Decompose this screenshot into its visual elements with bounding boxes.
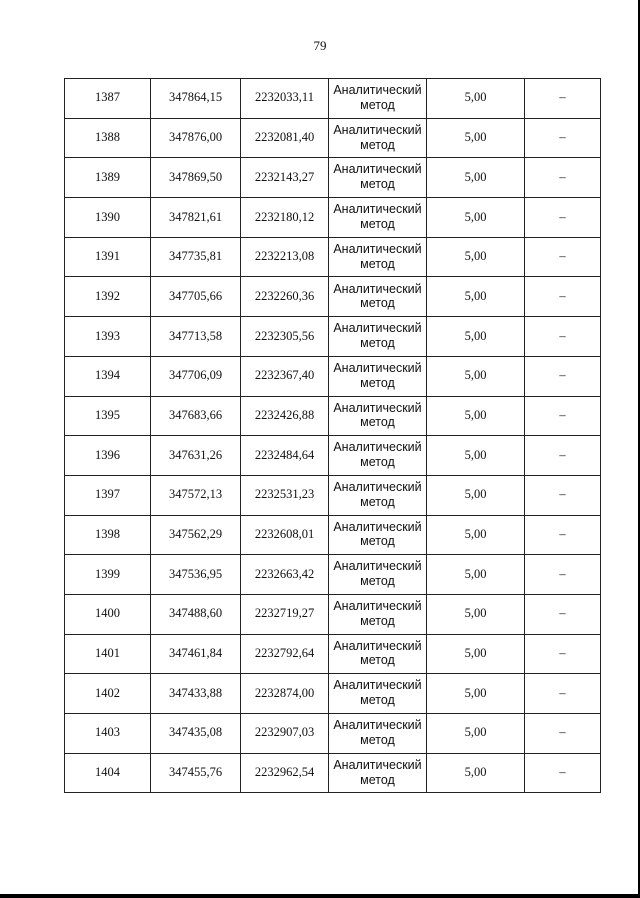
x-coordinate-cell: 347735,81 [151, 237, 241, 277]
method-line-1: Аналитический [333, 440, 422, 455]
note-cell: – [525, 158, 601, 198]
y-coordinate-cell: 2232143,27 [241, 158, 329, 198]
x-coordinate-cell: 347433,88 [151, 674, 241, 714]
table-row [65, 714, 601, 754]
method-line-1: Аналитический [333, 360, 422, 375]
accuracy-cell: 5,00 [427, 237, 525, 277]
note-cell: – [525, 356, 601, 396]
point-number-cell: 1397 [65, 475, 151, 515]
note-cell: – [525, 79, 601, 119]
method-line-1: Аналитический [333, 559, 422, 574]
point-number-cell: 1392 [65, 277, 151, 317]
table-row [65, 515, 601, 555]
method-line-2: метод [360, 256, 395, 271]
accuracy-cell: 5,00 [427, 79, 525, 119]
method-cell [329, 158, 427, 198]
method-cell [329, 555, 427, 595]
x-coordinate-cell: 347713,58 [151, 317, 241, 357]
point-number-cell: 1401 [65, 634, 151, 674]
table-row [65, 158, 601, 198]
method-line-1: Аналитический [333, 281, 422, 296]
y-coordinate-cell: 2232305,56 [241, 317, 329, 357]
method-line-1: Аналитический [333, 757, 422, 772]
scan-edge-bottom [0, 894, 640, 898]
note-cell: – [525, 237, 601, 277]
method-line-1: Аналитический [333, 599, 422, 614]
method-line-2: метод [360, 216, 395, 231]
point-number-cell: 1396 [65, 436, 151, 476]
method-line-2: метод [360, 653, 395, 668]
note-cell: – [525, 198, 601, 238]
point-number-cell: 1400 [65, 594, 151, 634]
y-coordinate-cell: 2232874,00 [241, 674, 329, 714]
method-line-1: Аналитический [333, 718, 422, 733]
method-cell [329, 674, 427, 714]
x-coordinate-cell: 347876,00 [151, 118, 241, 158]
accuracy-cell: 5,00 [427, 515, 525, 555]
y-coordinate-cell: 2232081,40 [241, 118, 329, 158]
accuracy-cell: 5,00 [427, 356, 525, 396]
y-coordinate-cell: 2232260,36 [241, 277, 329, 317]
point-number-cell: 1404 [65, 753, 151, 793]
y-coordinate-cell: 2232792,64 [241, 634, 329, 674]
x-coordinate-cell: 347435,08 [151, 714, 241, 754]
method-line-2: метод [360, 772, 395, 787]
point-number-cell: 1388 [65, 118, 151, 158]
point-number-cell: 1398 [65, 515, 151, 555]
accuracy-cell: 5,00 [427, 555, 525, 595]
x-coordinate-cell: 347869,50 [151, 158, 241, 198]
y-coordinate-cell: 2232213,08 [241, 237, 329, 277]
y-coordinate-cell: 2232531,23 [241, 475, 329, 515]
method-line-2: метод [360, 455, 395, 470]
note-cell: – [525, 714, 601, 754]
accuracy-cell: 5,00 [427, 118, 525, 158]
method-line-1: Аналитический [333, 321, 422, 336]
x-coordinate-cell: 347562,29 [151, 515, 241, 555]
accuracy-cell: 5,00 [427, 396, 525, 436]
y-coordinate-cell: 2232608,01 [241, 515, 329, 555]
method-line-1: Аналитический [333, 400, 422, 415]
x-coordinate-cell: 347461,84 [151, 634, 241, 674]
y-coordinate-cell: 2232719,27 [241, 594, 329, 634]
point-number-cell: 1389 [65, 158, 151, 198]
method-line-2: метод [360, 177, 395, 192]
coordinates-table [64, 78, 601, 793]
method-cell [329, 436, 427, 476]
note-cell: – [525, 753, 601, 793]
table-row [65, 198, 601, 238]
table-row [65, 674, 601, 714]
method-cell [329, 277, 427, 317]
point-number-cell: 1394 [65, 356, 151, 396]
table-row [65, 356, 601, 396]
point-number-cell: 1393 [65, 317, 151, 357]
x-coordinate-cell: 347705,66 [151, 277, 241, 317]
method-cell [329, 594, 427, 634]
table-row [65, 555, 601, 595]
point-number-cell: 1391 [65, 237, 151, 277]
method-line-2: метод [360, 415, 395, 430]
method-cell [329, 753, 427, 793]
method-cell [329, 634, 427, 674]
y-coordinate-cell: 2232180,12 [241, 198, 329, 238]
table-row [65, 118, 601, 158]
method-line-1: Аналитический [333, 241, 422, 256]
method-line-2: метод [360, 296, 395, 311]
method-line-2: метод [360, 494, 395, 509]
method-line-1: Аналитический [333, 83, 422, 98]
accuracy-cell: 5,00 [427, 436, 525, 476]
y-coordinate-cell: 2232426,88 [241, 396, 329, 436]
method-line-2: метод [360, 693, 395, 708]
method-line-2: метод [360, 574, 395, 589]
method-cell [329, 118, 427, 158]
accuracy-cell: 5,00 [427, 475, 525, 515]
note-cell: – [525, 634, 601, 674]
y-coordinate-cell: 2232962,54 [241, 753, 329, 793]
method-line-2: метод [360, 613, 395, 628]
note-cell: – [525, 515, 601, 555]
table-row [65, 594, 601, 634]
x-coordinate-cell: 347572,13 [151, 475, 241, 515]
accuracy-cell: 5,00 [427, 753, 525, 793]
method-line-2: метод [360, 137, 395, 152]
method-cell [329, 475, 427, 515]
x-coordinate-cell: 347864,15 [151, 79, 241, 119]
x-coordinate-cell: 347455,76 [151, 753, 241, 793]
method-cell [329, 317, 427, 357]
point-number-cell: 1399 [65, 555, 151, 595]
accuracy-cell: 5,00 [427, 634, 525, 674]
table-row [65, 79, 601, 119]
note-cell: – [525, 436, 601, 476]
method-cell [329, 515, 427, 555]
accuracy-cell: 5,00 [427, 198, 525, 238]
note-cell: – [525, 118, 601, 158]
table-row [65, 634, 601, 674]
point-number-cell: 1387 [65, 79, 151, 119]
accuracy-cell: 5,00 [427, 594, 525, 634]
method-line-1: Аналитический [333, 162, 422, 177]
x-coordinate-cell: 347821,61 [151, 198, 241, 238]
x-coordinate-cell: 347488,60 [151, 594, 241, 634]
y-coordinate-cell: 2232367,40 [241, 356, 329, 396]
method-line-2: метод [360, 534, 395, 549]
method-line-1: Аналитический [333, 202, 422, 217]
y-coordinate-cell: 2232033,11 [241, 79, 329, 119]
note-cell: – [525, 317, 601, 357]
y-coordinate-cell: 2232484,64 [241, 436, 329, 476]
method-cell [329, 79, 427, 119]
table-row [65, 237, 601, 277]
point-number-cell: 1390 [65, 198, 151, 238]
method-line-1: Аналитический [333, 678, 422, 693]
accuracy-cell: 5,00 [427, 674, 525, 714]
note-cell: – [525, 396, 601, 436]
x-coordinate-cell: 347631,26 [151, 436, 241, 476]
accuracy-cell: 5,00 [427, 158, 525, 198]
method-cell [329, 198, 427, 238]
method-line-2: метод [360, 375, 395, 390]
accuracy-cell: 5,00 [427, 277, 525, 317]
note-cell: – [525, 475, 601, 515]
y-coordinate-cell: 2232907,03 [241, 714, 329, 754]
accuracy-cell: 5,00 [427, 317, 525, 357]
page-number: 79 [313, 38, 327, 53]
table-row [65, 277, 601, 317]
point-number-cell: 1402 [65, 674, 151, 714]
method-cell [329, 714, 427, 754]
note-cell: – [525, 594, 601, 634]
note-cell: – [525, 277, 601, 317]
method-line-2: метод [360, 335, 395, 350]
method-line-1: Аналитический [333, 479, 422, 494]
method-cell [329, 237, 427, 277]
table-row [65, 317, 601, 357]
table-row [65, 396, 601, 436]
method-cell [329, 396, 427, 436]
point-number-cell: 1395 [65, 396, 151, 436]
note-cell: – [525, 555, 601, 595]
x-coordinate-cell: 347683,66 [151, 396, 241, 436]
note-cell: – [525, 674, 601, 714]
method-line-1: Аналитический [333, 519, 422, 534]
x-coordinate-cell: 347536,95 [151, 555, 241, 595]
x-coordinate-cell: 347706,09 [151, 356, 241, 396]
method-line-1: Аналитический [333, 638, 422, 653]
table-row [65, 475, 601, 515]
method-cell [329, 356, 427, 396]
table-body [65, 79, 601, 793]
y-coordinate-cell: 2232663,42 [241, 555, 329, 595]
point-number-cell: 1403 [65, 714, 151, 754]
table-row [65, 436, 601, 476]
method-line-1: Аналитический [333, 122, 422, 137]
table-row [65, 753, 601, 793]
method-line-2: метод [360, 732, 395, 747]
accuracy-cell: 5,00 [427, 714, 525, 754]
method-line-2: метод [360, 97, 395, 112]
